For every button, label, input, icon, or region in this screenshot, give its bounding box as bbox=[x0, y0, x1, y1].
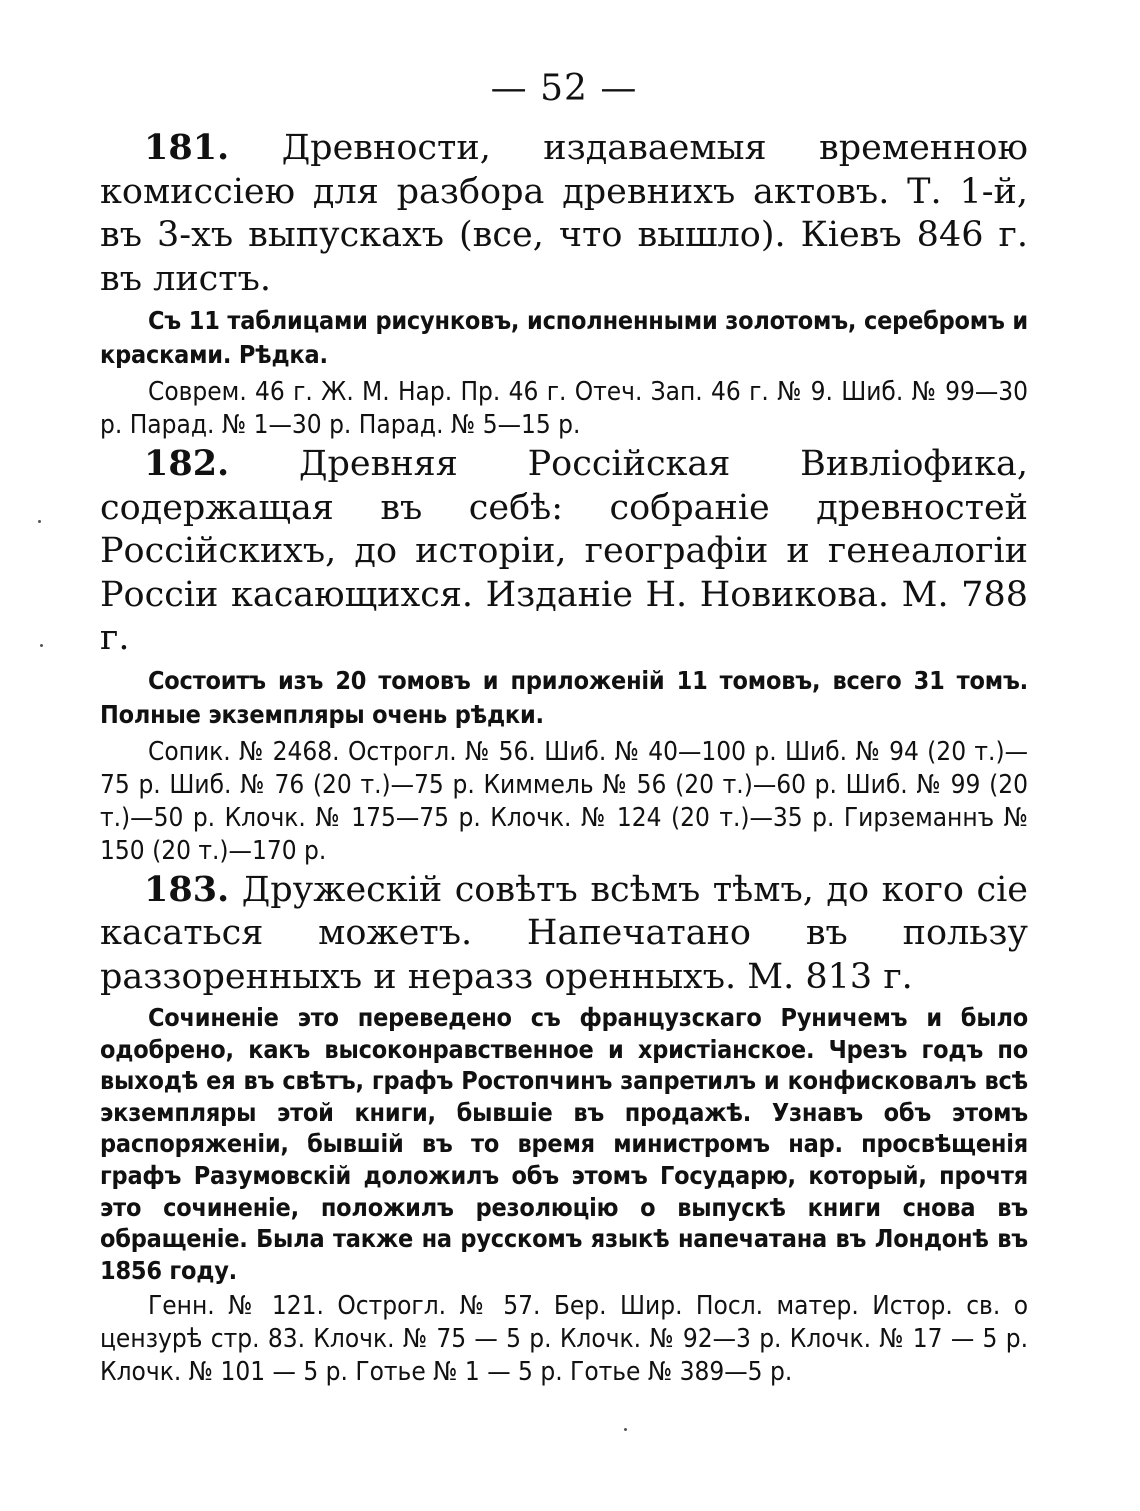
entry-title-text: Дружескій совѣтъ всѣмъ тѣмъ, до кого сіе касаться можетъ. Напечатано въ пользу раззоренныхъ и неразз оренныхъ. М. 813 г. bbox=[100, 869, 1028, 997]
entry-title-text: Древняя Россійская Вивліофика, содержащая въ себѣ: собраніе древностей Россійскихъ, до исторіи, географіи и генеалогіи Россіи касающихся. Изданіе Н. Новикова. М. 788 г. bbox=[100, 444, 1028, 658]
entry-title-text: Древности, издаваемыя временною комиссіею для разбора древнихъ актовъ. Т. 1-й, въ 3-хъ выпускахъ (все, что вышло). Кіевъ 846 г. въ листъ. bbox=[100, 128, 1028, 299]
entry-note: Съ 11 таблицами рисунковъ, исполненными золотомъ, серебромъ и красками. Рѣдка. bbox=[100, 306, 1028, 369]
print-speck bbox=[40, 644, 43, 647]
catalog-entry-182 bbox=[100, 442, 1028, 868]
entry-number: 183. bbox=[144, 868, 230, 910]
catalog-entry-181 bbox=[100, 126, 1028, 442]
page-number: — 52 — bbox=[490, 68, 638, 109]
catalog-entry-183 bbox=[100, 868, 1028, 1390]
entry-references: Генн. № 121. Острогл. № 57. Бер. Шир. Посл. матер. Истор. св. о цензурѣ стр. 83. Клочк. № 75 — 5 р. Клочк. № 92—3 р. Клочк. № 17 — 5 р. Клочк. № 101 — 5 р. Готье № 1 — 5 р. Готье № 389—5 р. bbox=[100, 1291, 1028, 1388]
entry-title bbox=[100, 126, 1028, 301]
entry-references: Соврем. 46 г. Ж. М. Нар. Пр. 46 г. Отеч. Зап. 46 г. № 9. Шиб. № 99—30 р. Парад. № 1—30 р. Парад. № 5—15 р. bbox=[100, 377, 1028, 440]
entry-note: Состоитъ изъ 20 томовъ и приложеній 11 томовъ, всего 31 томъ. Полные экземпляры очень рѣдки. bbox=[100, 665, 1028, 729]
entry-number: 181. bbox=[144, 127, 230, 168]
print-speck bbox=[38, 520, 41, 523]
entry-note: Сочиненіе это переведено съ французскаго Руничемъ и было одобрено, какъ высоконравственное и христіанское. Чрезъ годъ по выходѣ ея въ свѣтъ, графъ Ростопчинъ запретилъ и конфисковалъ всѣ экземпляры этой книги, бывшіе въ продажѣ. Узнавъ объ этомъ распоряженіи, бывшій въ то время министромъ нар. просвѣщенія графъ Разумовскій доложилъ объ этомъ Государю, который, прочтя это сочиненіе, положилъ резолюцію о выпускѣ книги снова въ обращеніе. Была также на русскомъ языкѣ напечатана въ Лондонѣ въ 1856 году. bbox=[100, 1003, 1028, 1285]
entry-title bbox=[100, 442, 1028, 661]
print-speck bbox=[624, 1428, 627, 1431]
entry-references: Сопик. № 2468. Острогл. № 56. Шиб. № 40—100 р. Шиб. № 94 (20 т.)—75 р. Шиб. № 76 (20 т.)—75 р. Киммель № 56 (20 т.)—60 р. Шиб. № 99 (20 т.)—50 р. Клочк. № 175—75 р. Клочк. № 124 (20 т.)—35 р. Гирземаннъ № 150 (20 т.)—170 р. bbox=[100, 736, 1028, 866]
entry-number: 182. bbox=[144, 443, 230, 484]
entry-title bbox=[100, 868, 1028, 1000]
book-page bbox=[100, 66, 1028, 1389]
